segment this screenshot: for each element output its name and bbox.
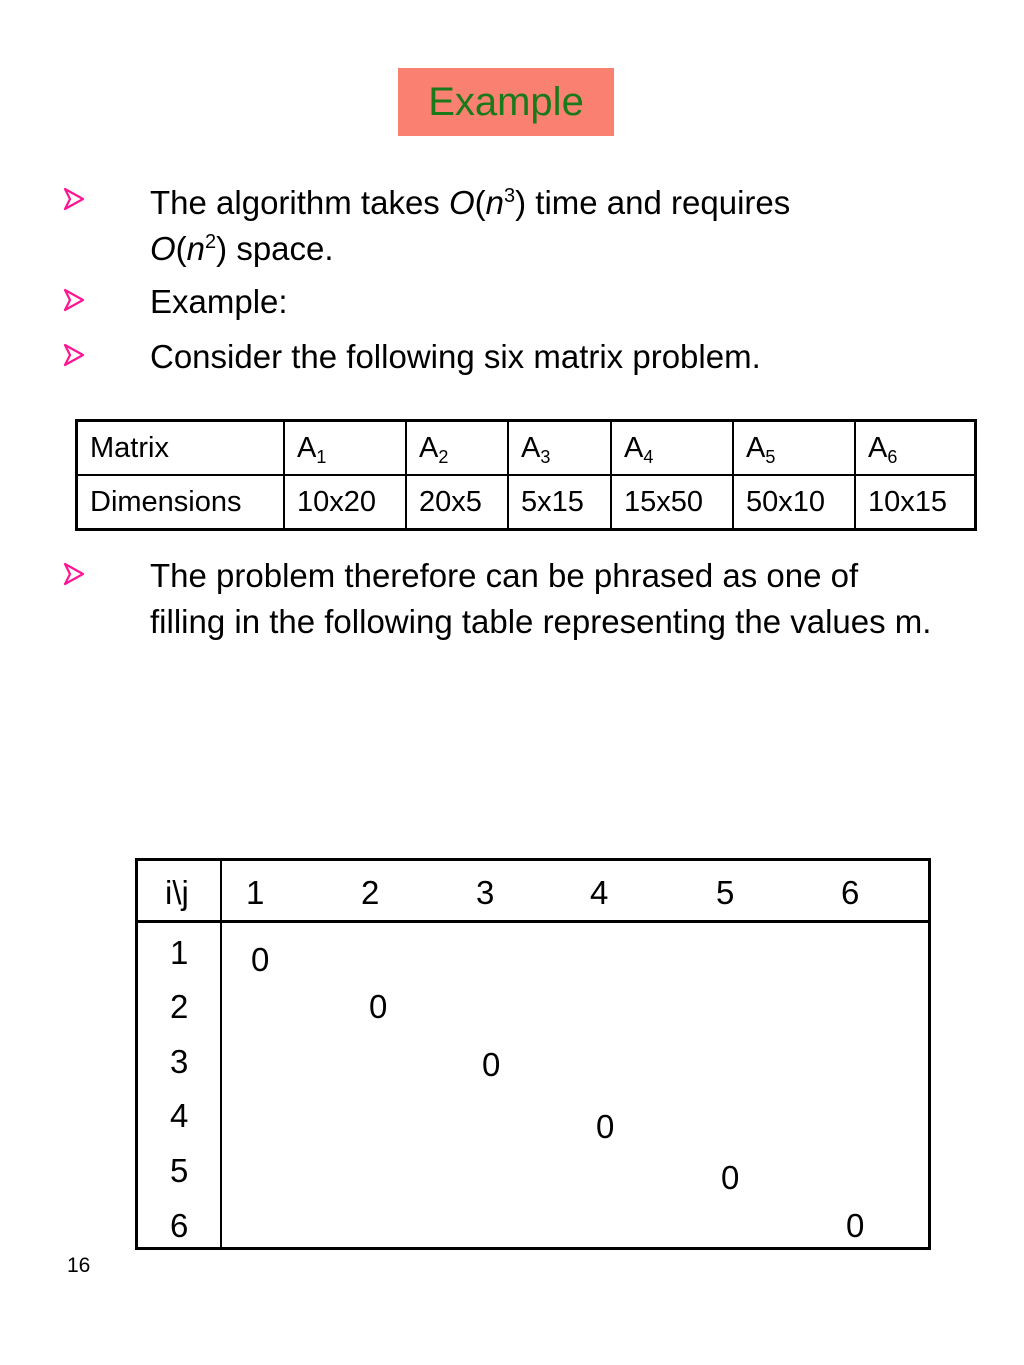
table-cell: $A_5$ bbox=[733, 421, 855, 476]
table-cell: 50x10 bbox=[733, 475, 855, 530]
diagonal-cell: 0 bbox=[596, 1108, 615, 1145]
arrow-bullet-icon bbox=[62, 343, 92, 373]
bullet-text-consider: Consider the following six matrix problem. bbox=[150, 338, 761, 375]
table-cell: 10x20 bbox=[284, 475, 406, 530]
row-header: 4 bbox=[170, 1097, 189, 1134]
table-divider bbox=[138, 920, 928, 923]
diagonal-cell: 0 bbox=[369, 988, 388, 1025]
m-values-table bbox=[135, 858, 931, 1250]
row-header: 5 bbox=[170, 1152, 189, 1189]
table-cell: Matrix bbox=[77, 421, 285, 476]
diagonal-cell: 0 bbox=[251, 941, 270, 978]
title-box bbox=[398, 68, 614, 136]
column-header: 3 bbox=[476, 874, 495, 911]
arrow-bullet-icon bbox=[62, 288, 92, 318]
bullet-text-problem: The problem therefore can be phrased as one of filling in the following table representing the values m. bbox=[150, 557, 932, 640]
table-cell: $A_3$ bbox=[508, 421, 611, 476]
table-divider bbox=[220, 861, 222, 1247]
table-cell: $A_6$ bbox=[855, 421, 976, 476]
diagonal-cell: 0 bbox=[721, 1159, 740, 1196]
page-number: 16 bbox=[67, 1254, 91, 1277]
matrix-dimensions-table bbox=[75, 419, 977, 531]
row-header: 3 bbox=[170, 1043, 189, 1080]
arrow-bullet-icon bbox=[62, 562, 92, 592]
column-header: 2 bbox=[361, 874, 380, 911]
table-cell: 20x5 bbox=[406, 475, 508, 530]
table-cell: $A_2$ bbox=[406, 421, 508, 476]
table-cell: 10x15 bbox=[855, 475, 976, 530]
column-header: 4 bbox=[590, 874, 609, 911]
slide-title: Example bbox=[428, 79, 584, 124]
table-row bbox=[77, 421, 976, 476]
column-header: 5 bbox=[716, 874, 735, 911]
table-cell: $A_4$ bbox=[611, 421, 733, 476]
table-corner-label: i\j bbox=[165, 874, 189, 911]
diagonal-cell: 0 bbox=[482, 1046, 501, 1083]
table-cell: $A_1$ bbox=[284, 421, 406, 476]
table-row bbox=[77, 475, 976, 530]
row-header: 2 bbox=[170, 988, 189, 1025]
diagonal-cell: 0 bbox=[846, 1207, 865, 1244]
column-header: 6 bbox=[841, 874, 860, 911]
column-header: 1 bbox=[246, 874, 265, 911]
bullet-text-complexity: The algorithm takes $O(n^3)$ time and requires $O(n^2)$ space. bbox=[150, 184, 791, 267]
table-cell: 15x50 bbox=[611, 475, 733, 530]
table-cell: Dimensions bbox=[77, 475, 285, 530]
bullet-text-example: Example: bbox=[150, 283, 288, 320]
arrow-bullet-icon bbox=[62, 187, 92, 217]
row-header: 1 bbox=[170, 934, 189, 971]
row-header: 6 bbox=[170, 1207, 189, 1244]
table-cell: 5x15 bbox=[508, 475, 611, 530]
